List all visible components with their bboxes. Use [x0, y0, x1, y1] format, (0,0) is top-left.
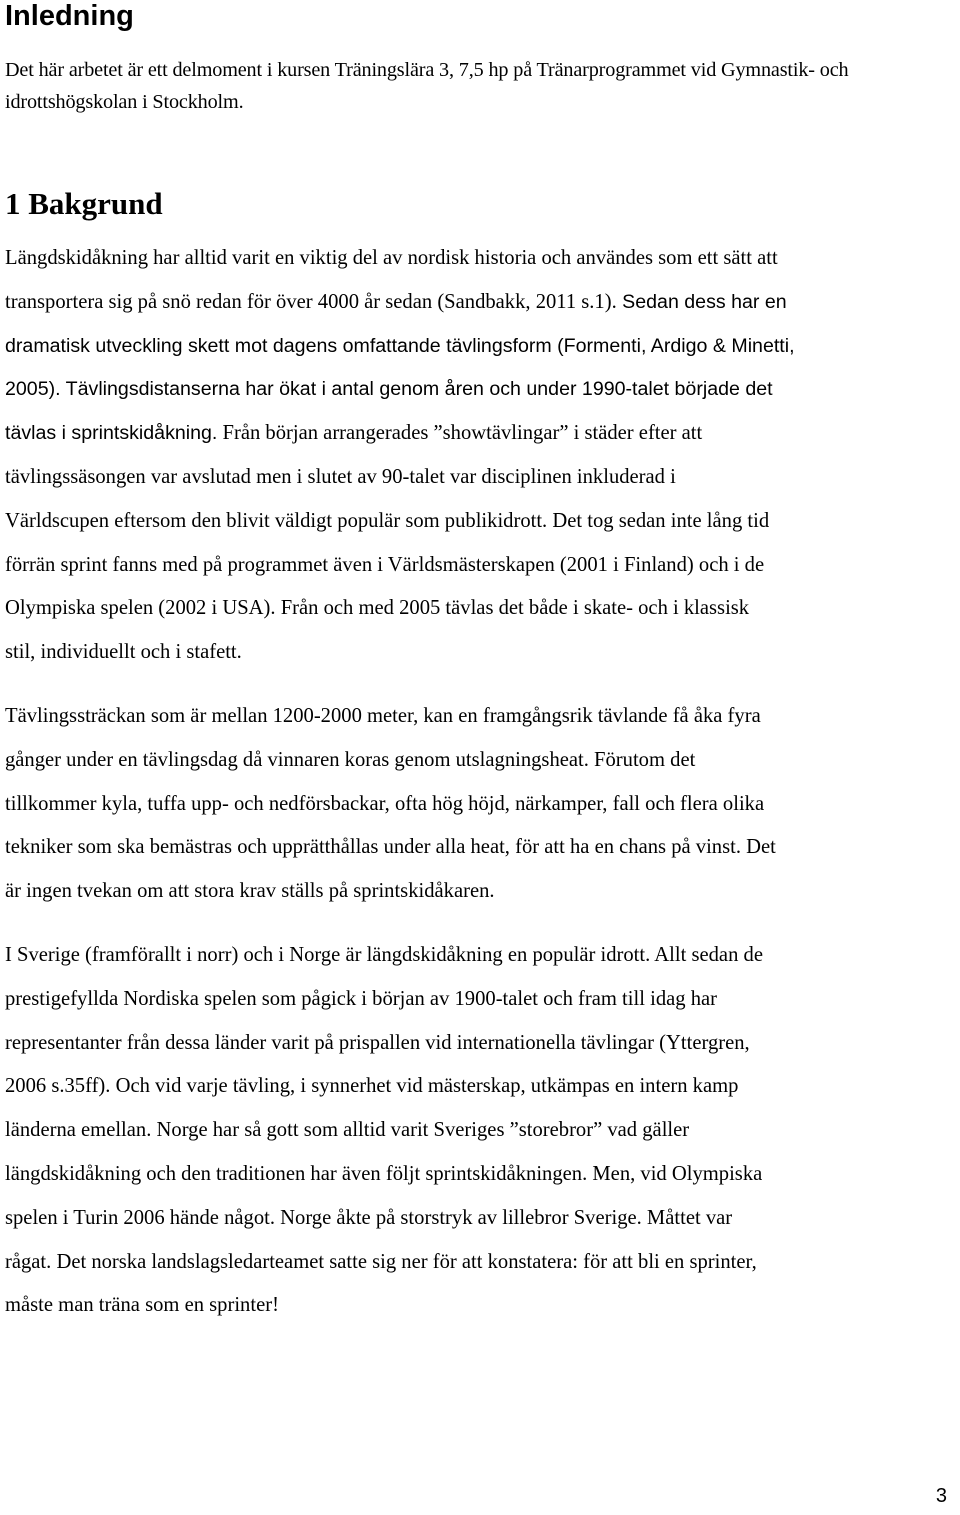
text-line: 2006 s.35ff). Och vid varje tävling, i synnerhet vid mästerskap, utkämpas en intern kamp	[5, 1075, 739, 1098]
text-line: tävlas i sprintskidåkning. Från början arrangerades ”showtävlingar” i städer efter att	[5, 422, 703, 445]
text-line: rågat. Det norska landslagsledarteamet satte sig ner för att konstatera: för att bli en sprinter,	[5, 1250, 757, 1273]
paragraph-sweden-norway	[5, 934, 957, 1328]
text-line: Världscupen eftersom den blivit väldigt populär som publikidrott. Det tog sedan inte lång tid	[5, 509, 770, 532]
text-line: representanter från dessa länder varit på prispallen vid internationella tävlingar (Yttergren,	[5, 1031, 750, 1054]
text-line: Tävlingssträckan som är mellan 1200-2000 meter, kan en framgångsrik tävlande få åka fyra	[5, 705, 761, 727]
intro-paragraph: Det här arbetet är ett delmoment i kursen Träningslära 3, 7,5 hp på Tränarprogrammet vid Gymnastik- och idrottshögskolan i Stockholm.	[5, 59, 849, 113]
heading-bakgrund: 1 Bakgrund	[5, 186, 163, 221]
text-line: 2005). Tävlingsdistanserna har ökat i antal genom åren och under 1990-talet började det	[5, 378, 773, 401]
text-line: Olympiska spelen (2002 i USA). Från och med 2005 tävlas det både i skate- och i klassisk	[5, 597, 750, 620]
text-line: prestigefyllda Nordiska spelen som pågick i början av 1900-talet och fram till idag har	[5, 987, 717, 1010]
text-line: I Sverige (framförallt i norr) och i Norge är längdskidåkning en populär idrott. Allt sedan de	[5, 944, 763, 966]
text-line: tävlingssäsongen var avslutad men i slutet av 90-talet var disciplinen inkluderad i	[5, 465, 676, 488]
text-line: länderna emellan. Norge har så gott som alltid varit Sveriges ”storebror” vad gäller	[5, 1119, 690, 1142]
text-line: tillkommer kyla, tuffa upp- och nedförsbackar, ofta hög höjd, närkamper, fall och flera olika	[5, 792, 765, 815]
heading-inledning: Inledning	[5, 0, 134, 32]
text-line: längdskidåkning och den traditionen har även följt sprintskidåkningen. Men, vid Olympiska	[5, 1162, 763, 1185]
text-line: dramatisk utveckling skett mot dagens omfattande tävlingsform (Formenti, Ardigo & Minetti,	[5, 334, 795, 357]
text-line: stil, individuellt och i stafett.	[5, 641, 242, 664]
text-line: förrän sprint fanns med på programmet även i Världsmästerskapen (2001 i Finland) och i de	[5, 553, 765, 576]
paragraph-race-demands	[5, 695, 957, 914]
paragraph-history	[5, 237, 957, 675]
text-line: spelen i Turin 2006 hände något. Norge åkte på storstryk av lillebror Sverige. Måttet var	[5, 1206, 733, 1229]
text-line: gånger under en tävlingsdag då vinnaren koras genom utslagningsheat. Förutom det	[5, 748, 696, 771]
text-line: Längdskidåkning har alltid varit en viktig del av nordisk historia och användes som ett sätt att	[5, 247, 778, 269]
text-line: måste man träna som en sprinter!	[5, 1294, 279, 1317]
text-line: transportera sig på snö redan för över 4000 år sedan (Sandbakk, 2011 s.1). Sedan dess har en	[5, 290, 787, 313]
text-line: tekniker som ska bemästras och upprätthållas under alla heat, för att ha en chans på vinst. Det	[5, 836, 776, 859]
page-number: 3	[935, 1485, 947, 1507]
text-line: är ingen tvekan om att stora krav ställs på sprintskidåkaren.	[5, 880, 495, 903]
